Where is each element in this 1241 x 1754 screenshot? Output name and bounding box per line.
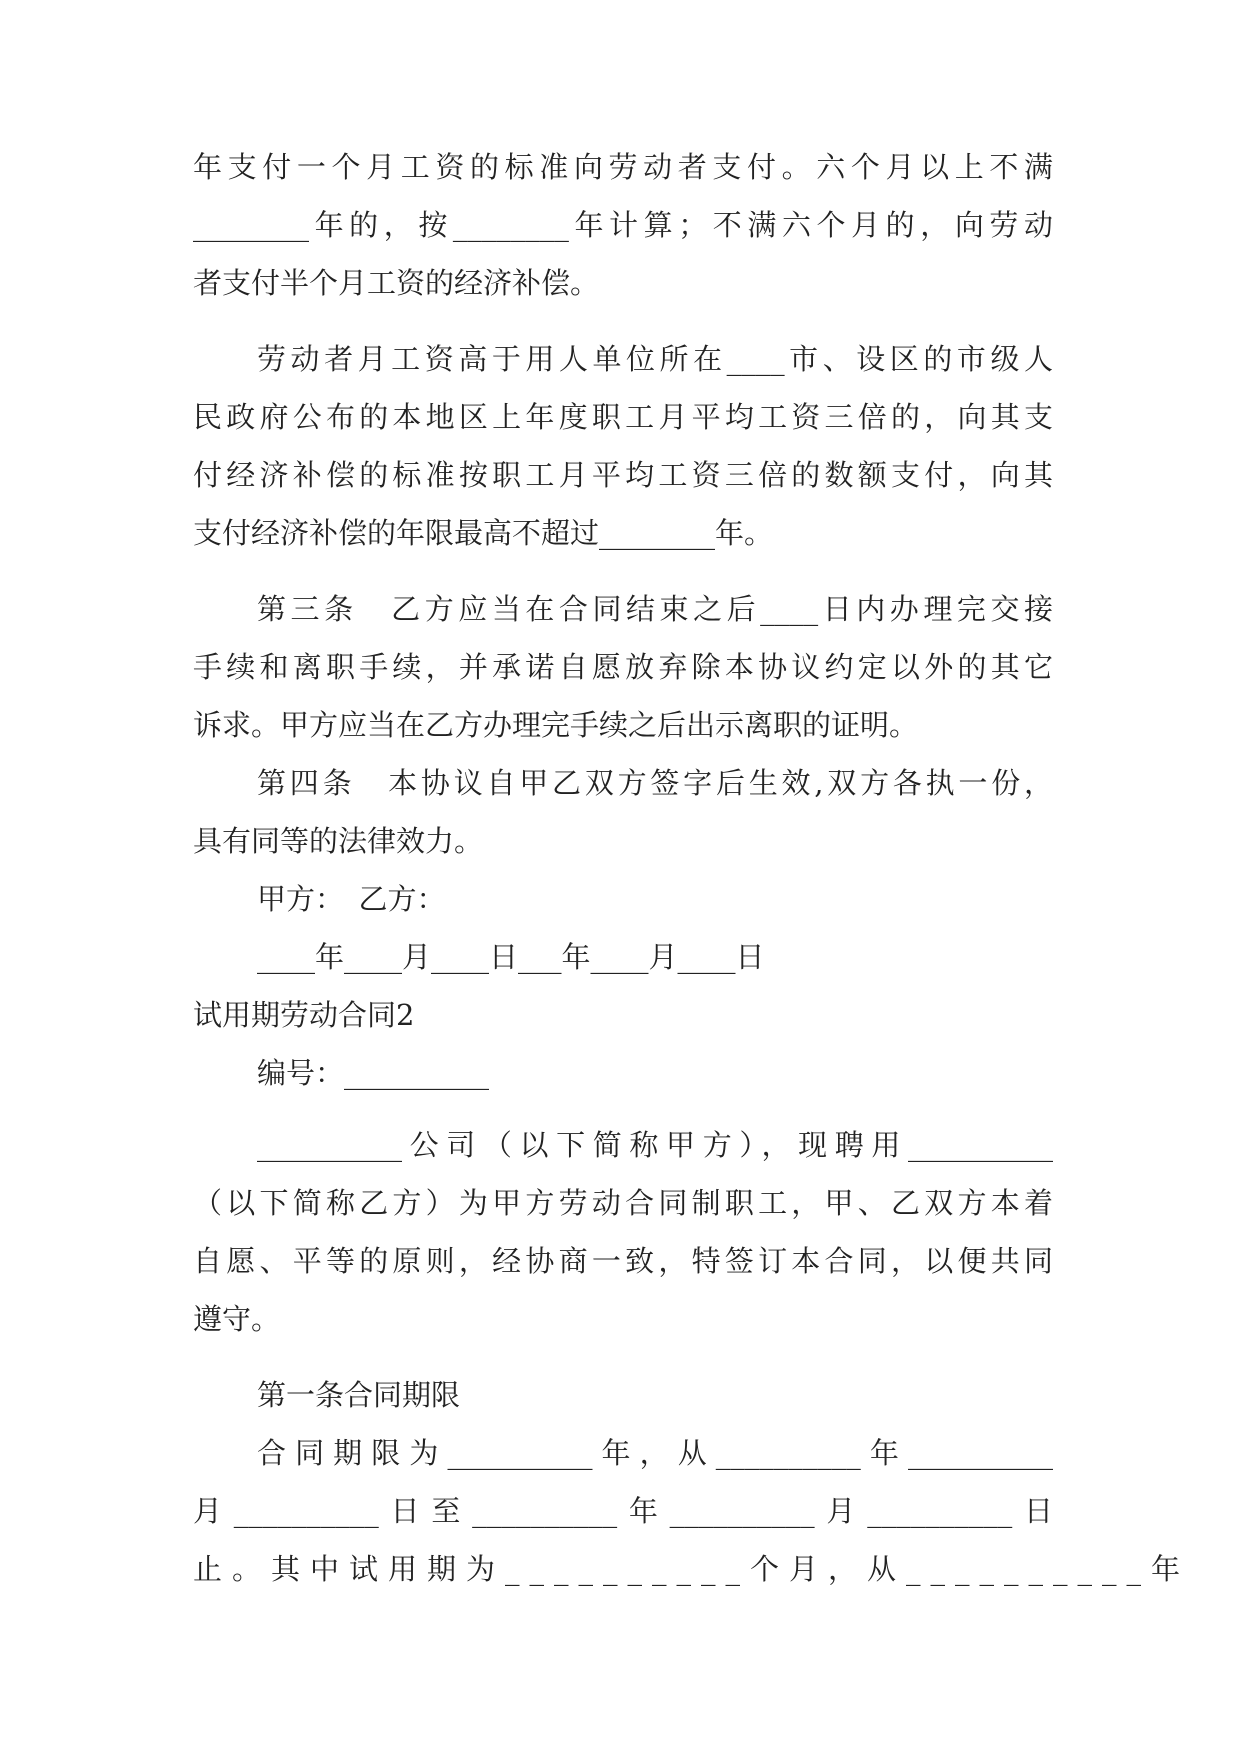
text-line: 诉求。甲方应当在乙方办理完手续之后出示离职的证明。 [193, 708, 919, 742]
signature-parties: 甲方： 乙方： [257, 882, 446, 916]
text-line: 具有同等的法律效力。 [193, 824, 484, 858]
text-line: 民政府公布的本地区上年度职工月平均工资三倍的，向其支 [193, 400, 1053, 434]
text-line: 第三条 乙方应当在合同结束之后____日内办理完交接 [257, 592, 1053, 626]
text-line: ________年的，按________年计算；不满六个月的，向劳动 [193, 208, 1053, 242]
text-line: 合同期限为__________年，从__________年__________ [257, 1436, 1053, 1470]
text-line: 止。其中试用期为__________个月，从__________年 [193, 1552, 1191, 1586]
text-line: 手续和离职手续，并承诺自愿放弃除本协议约定以外的其它 [193, 650, 1053, 684]
text-line: 劳动者月工资高于用人单位所在____市、设区的市级人 [257, 342, 1053, 376]
text-line: 支付经济补偿的年限最高不超过________年。 [193, 516, 774, 550]
text-line: 第四条 本协议自甲乙双方签字后生效,双方各执一份， [257, 766, 1053, 800]
article-heading: 第一条合同期限 [257, 1378, 461, 1412]
text-line: 付经济补偿的标准按职工月平均工资三倍的数额支付，向其 [193, 458, 1053, 492]
text-line: 者支付半个月工资的经济补偿。 [193, 266, 600, 300]
text-line: 月__________日至__________年__________月__________日 [193, 1494, 1053, 1528]
text-line: __________公司（以下简称甲方），现聘用__________ [257, 1128, 1053, 1162]
text-line: （以下简称乙方）为甲方劳动合同制职工，甲、乙双方本着 [193, 1186, 1053, 1220]
section-title: 试用期劳动合同2 [193, 998, 415, 1032]
text-line: 遵守。 [193, 1302, 281, 1336]
contract-number: 编号：__________ [257, 1056, 490, 1090]
text-line: 年支付一个月工资的标准向劳动者支付。六个月以上不满 [193, 150, 1053, 184]
text-line: 自愿、平等的原则，经协商一致，特签订本合同，以便共同 [193, 1244, 1053, 1278]
signature-date-line: ____年____月____日___年____月____日 [257, 940, 765, 974]
